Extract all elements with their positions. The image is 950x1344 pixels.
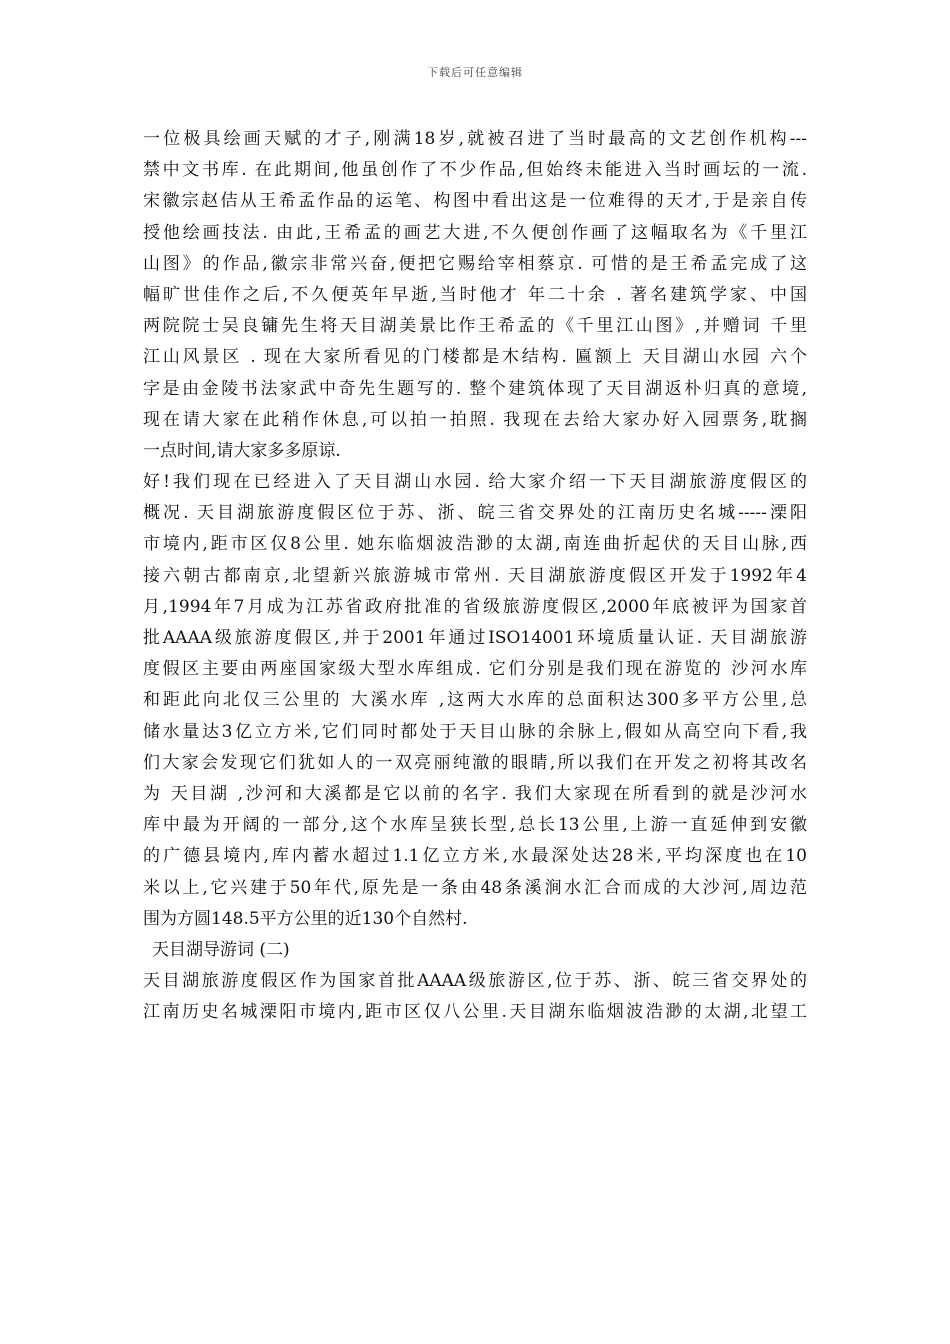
text-line: 为 天目湖 ,沙河和大溪都是它以前的名字. 我们大家现在所看到的就是沙河水: [143, 783, 807, 804]
text-line: 江南历史名城溧阳市境内,距市区仅八公里.天目湖东临烟波浩渺的太湖,北望工: [143, 1002, 807, 1023]
text-line: 好!我们现在已经进入了天目湖山水园. 给大家介绍一下天目湖旅游度假区的: [143, 472, 807, 493]
text-line: 接六朝古都南京,北望新兴旅游城市常州. 天目湖旅游度假区开发于1992年4: [143, 565, 807, 586]
text-line: 概况. 天目湖旅游度假区位于苏、浙、皖三省交界处的江南历史名城-----溧阳: [143, 503, 807, 524]
text-line: 围为方圆148.5平方公里的近130个自然村.: [143, 908, 468, 929]
text-line: 宋徽宗赵佶从王希孟作品的运笔、构图中看出这是一位难得的天才,于是亲自传: [143, 191, 807, 212]
text-line: 授他绘画技法. 由此,王希孟的画艺大进,不久便创作画了这幅取名为《千里江: [143, 222, 807, 243]
text-line: 度假区主要由两座国家级大型水库组成. 它们分别是我们现在游览的 沙河水库: [143, 659, 807, 680]
page-header: 下载后可任意编辑: [427, 66, 523, 79]
text-line: 天目湖旅游度假区作为国家首批AAAA级旅游区,位于苏、浙、皖三省交界处的: [143, 971, 807, 992]
text-line: 米以上,它兴建于50年代,原先是一条由48条溪涧水汇合而成的大沙河,周边范: [143, 877, 807, 898]
text-line: 储水量达3亿立方米,它们同时都处于天目山脉的余脉上,假如从高空向下看,我: [143, 721, 807, 742]
section-heading: 天目湖导游词 (二): [152, 939, 290, 960]
text-line: 的广德县境内,库内蓄水超过1.1亿立方米,水最深处达28米,平均深度也在10: [143, 846, 807, 867]
text-line: 现在请大家在此稍作休息,可以拍一拍照. 我现在去给大家办好入园票务,耽搁: [143, 409, 807, 430]
text-line: 和距此向北仅三公里的 大溪水库 ,这两大水库的总面积达300多平方公里,总: [143, 690, 807, 711]
text-line: 山图》的作品,徽宗非常兴奋,便把它赐给宰相蔡京. 可惜的是王希孟完成了这: [143, 253, 807, 274]
text-line: 库中最为开阔的一部分,这个水库呈狭长型,总长13公里,上游一直延伸到安徽: [143, 815, 807, 836]
text-line: 批AAAA级旅游度假区,并于2001年通过ISO14001环境质量认证. 天目湖旅游: [143, 628, 807, 648]
text-line: 江山风景区 . 现在大家所看见的门楼都是木结构. 匾额上 天目湖山水园 六个: [143, 347, 807, 368]
text-line: 禁中文书库. 在此期间,他虽创作了不少作品,但始终未能进入当时画坛的一流.: [143, 160, 807, 181]
text-line: 字是由金陵书法家武中奇先生题写的. 整个建筑体现了天目湖返朴归真的意境,: [143, 378, 807, 399]
text-line: 幅旷世佳作之后,不久便英年早逝,当时他才 年二十余 . 著名建筑学家、中国: [143, 284, 807, 305]
text-line: 一点时间,请大家多多原谅.: [143, 440, 341, 461]
text-line: 两院院士吴良镛先生将天目湖美景比作王希孟的《千里江山图》,并赠词 千里: [143, 316, 807, 337]
text-line: 市境内,距市区仅8公里. 她东临烟波浩渺的太湖,南连曲折起伏的天目山脉,西: [143, 534, 807, 555]
text-line: 一位极具绘画天赋的才子,刚满18岁,就被召进了当时最高的文艺创作机构---: [143, 129, 807, 149]
text-line: 们大家会发现它们犹如人的一双亮丽纯澈的眼睛,所以我们在开发之初将其改名: [143, 752, 807, 773]
text-line: 月,1994年7月成为江苏省政府批准的省级旅游度假区,2000年底被评为国家首: [143, 596, 807, 617]
document-body: [143, 124, 807, 1028]
